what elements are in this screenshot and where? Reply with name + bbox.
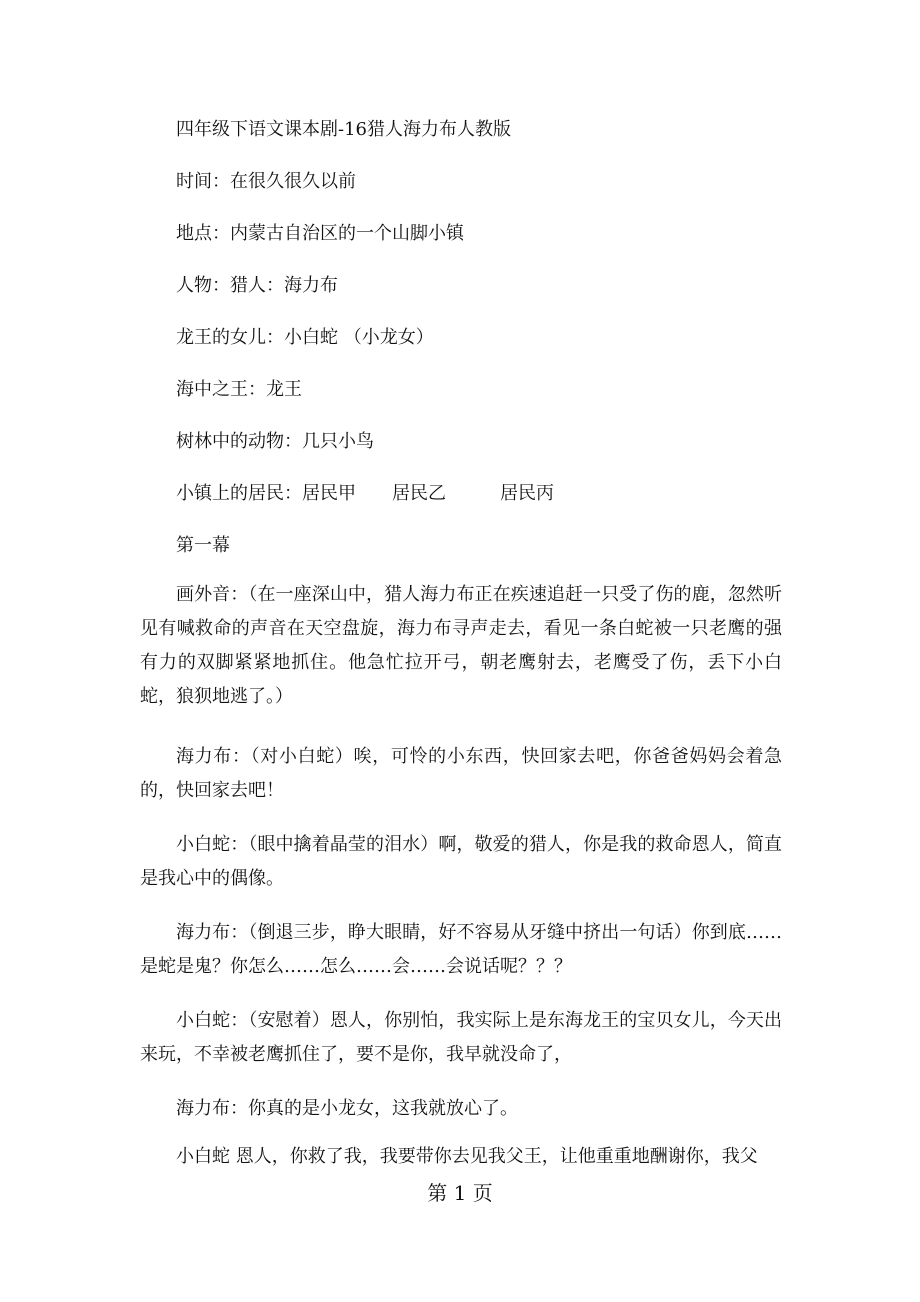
dragon-daughter-line: 龙王的女儿：小白蛇 （小龙女） — [176, 327, 434, 348]
dialogue-hailibu-2: 海力布：（倒退三步，睁大眼睛，好不容易从牙缝中挤出一句话）你到底……是蛇是鬼？你怎么……怎么……会……会说话呢？？？ — [140, 922, 782, 977]
animals-line: 树林中的动物：几只小鸟 — [176, 431, 374, 452]
residents-line — [176, 482, 554, 506]
narration-paragraph: 画外音：（在一座深山中，猎人海力布正在疾速追赶一只受了伤的鹿，忽然听见有喊救命的声音在天空盘旋，海力布寻声走去，看见一条白蛇被一只老鹰的强有力的双脚紧紧地抓住。他急忙拉开弓，朝老鹰射去，老鹰受了伤，丢下小白蛇，狼狈地逃了。） — [140, 584, 782, 707]
dialogue-hailibu-3: 海力布：你真的是小龙女，这我就放心了。 — [176, 1098, 518, 1119]
dragon-king-line: 海中之王：龙王 — [176, 379, 302, 400]
page-number: 第 1 页 — [427, 1181, 493, 1205]
document-title: 四年级下语文课本剧-16猎人海力布人教版 — [176, 119, 511, 140]
characters-line: 人物：猎人：海力布 — [176, 275, 338, 296]
resident-c: 居民丙 — [500, 483, 554, 504]
resident-b: 居民乙 — [392, 483, 446, 504]
time-line: 时间：在很久很久以前 — [176, 171, 356, 192]
place-line: 地点：内蒙古自治区的一个山脚小镇 — [176, 223, 464, 244]
dialogue-white-snake-1: 小白蛇：（眼中擒着晶莹的泪水）啊，敬爱的猎人，你是我的救命恩人，简直是我心中的偶像。 — [140, 834, 782, 889]
resident-a: 小镇上的居民：居民甲 — [176, 483, 356, 504]
dialogue-white-snake-2: 小白蛇：（安慰着）恩人，你别怕，我实际上是东海龙王的宝贝女儿，今天出来玩，不幸被老鹰抓住了，要不是你，我早就没命了， — [140, 1010, 782, 1065]
act-heading: 第一幕 — [176, 535, 230, 556]
dialogue-white-snake-3: 小白蛇 恩人，你救了我，我要带你去见我父王，让他重重地酬谢你，我父 — [176, 1146, 758, 1167]
dialogue-hailibu-1: 海力布：（对小白蛇）唉，可怜的小东西，快回家去吧，你爸爸妈妈会着急的，快回家去吧！ — [140, 746, 782, 801]
